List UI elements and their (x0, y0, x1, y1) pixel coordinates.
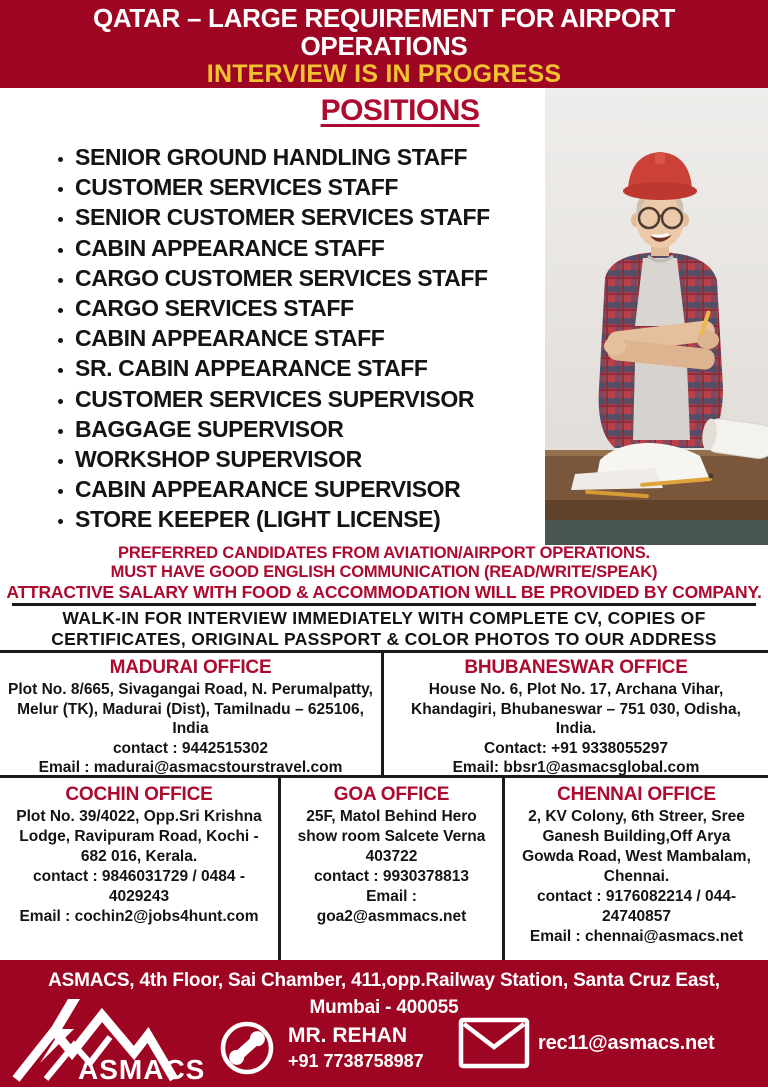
position-item: • BAGGAGE SUPERVISOR (75, 414, 545, 444)
worker-photo (545, 88, 768, 545)
footer-address: ASMACS, 4th Floor, Sai Chamber, 411,opp.Railway Station, Santa Cruz East, Mumbai - 400055 (48, 970, 720, 1018)
office-name: BHUBANESWAR OFFICE (464, 657, 688, 678)
contact-email: rec11@asmacs.net (538, 1031, 715, 1054)
divider-line (12, 603, 756, 606)
offices-row-1 (0, 650, 768, 778)
office-bhubaneswar (384, 653, 768, 775)
office-address: 25F, Matol Behind Hero show room Salcete Verna 403722 (297, 808, 486, 865)
office-chennai (505, 778, 768, 960)
worker-photo-illustration (545, 88, 768, 545)
envelope-icon (458, 1017, 530, 1069)
asmacs-logo (12, 999, 222, 1085)
header-title-line1: QATAR – LARGE REQUIREMENT FOR AIRPORT (92, 3, 676, 33)
office-name: COCHIN OFFICE (65, 784, 213, 805)
contact-person-name: MR. REHAN (288, 1024, 407, 1047)
office-address: Plot No. 39/4022, Opp.Sri Krishna Lodge, Ravipuram Road, Kochi - 682 016, Kerala. (16, 808, 262, 865)
offices-row-2 (0, 778, 768, 960)
logo-text: ASMACS (78, 1054, 206, 1085)
office-contact: Contact: +91 9338055297 (484, 739, 668, 757)
position-item: • CUSTOMER SERVICES SUPERVISOR (75, 384, 545, 414)
position-item: • CABIN APPEARANCE STAFF (75, 233, 545, 263)
position-item: • CABIN APPEARANCE STAFF (75, 323, 545, 353)
office-goa (281, 778, 505, 960)
footer-band (0, 960, 768, 1087)
office-email: Email : chennai@asmacs.net (529, 928, 744, 945)
positions-heading: POSITIONS (320, 94, 480, 127)
note-line: MUST HAVE GOOD ENGLISH COMMUNICATION (READ/WRITE/SPEAK) (110, 563, 658, 581)
walkin-instruction: WALK-IN FOR INTERVIEW IMMEDIATELY WITH COMPLETE CV, COPIES OF CERTIFICATES, ORIGINAL PASSPORT & COLOR PHOTOS TO OUR ADDRESS (51, 608, 717, 649)
phone-icon (218, 1019, 276, 1077)
footer-phone-contact (218, 1019, 424, 1077)
office-contact: contact : 9846031729 / 0484 - 4029243 (33, 868, 245, 905)
position-item: • SR. CABIN APPEARANCE STAFF (75, 353, 545, 383)
office-name: CHENNAI OFFICE (557, 784, 716, 805)
office-email: Email: bbsr1@asmacsglobal.com (452, 759, 700, 776)
office-cochin (0, 778, 281, 960)
header-title-line2: OPERATIONS (300, 31, 468, 61)
position-item: • CARGO CUSTOMER SERVICES STAFF (75, 263, 545, 293)
office-address: House No. 6, Plot No. 17, Archana Vihar, Khandagiri, Bhubaneswar – 751 030, Odisha, India. (411, 681, 741, 737)
position-item: • STORE KEEPER (LIGHT LICENSE) (75, 504, 545, 534)
position-item: • CARGO SERVICES STAFF (75, 293, 545, 323)
office-address: Plot No. 8/665, Sivagangai Road, N. Perumalpatty, Melur (TK), Madurai (Dist), Tamilnadu – 625106, India (8, 681, 373, 737)
position-item: • SENIOR GROUND HANDLING STAFF (75, 142, 545, 172)
office-email: Email : goa2@asmmacs.net (316, 888, 467, 925)
candidate-notes (0, 544, 768, 602)
position-item: • WORKSHOP SUPERVISOR (75, 444, 545, 474)
contact-phone-number: +91 7738758987 (288, 1051, 424, 1071)
position-item: • SENIOR CUSTOMER SERVICES STAFF (75, 202, 545, 232)
position-item: • CUSTOMER SERVICES STAFF (75, 172, 545, 202)
header-band (0, 0, 768, 88)
phone-text-block (288, 1023, 424, 1073)
note-line: ATTRACTIVE SALARY WITH FOOD & ACCOMMODATION WILL BE PROVIDED BY COMPANY. (6, 582, 762, 602)
office-address: 2, KV Colony, 6th Streer, Sree Ganesh Building,Off Arya Gowda Road, West Mambalam, Chennai. (522, 808, 751, 885)
office-name: MADURAI OFFICE (109, 657, 272, 678)
mountain-lightning-icon (12, 999, 222, 1085)
footer-email-contact (458, 1017, 714, 1069)
office-contact: contact : 9442515302 (112, 739, 269, 757)
header-subtitle: INTERVIEW IS IN PROGRESS (206, 60, 562, 88)
note-line: PREFERRED CANDIDATES FROM AVIATION/AIRPORT OPERATIONS. (118, 544, 650, 562)
office-email: Email : cochin2@jobs4hunt.com (19, 908, 259, 925)
positions-list (0, 134, 545, 535)
position-item: • CABIN APPEARANCE SUPERVISOR (75, 474, 545, 504)
office-contact: contact : 9930378813 (313, 868, 470, 885)
office-email: Email : madurai@asmacstourstravel.com (38, 759, 343, 776)
office-madurai (0, 653, 384, 775)
office-name: GOA OFFICE (333, 784, 450, 805)
office-contact: contact : 9176082214 / 044-24740857 (536, 888, 737, 925)
